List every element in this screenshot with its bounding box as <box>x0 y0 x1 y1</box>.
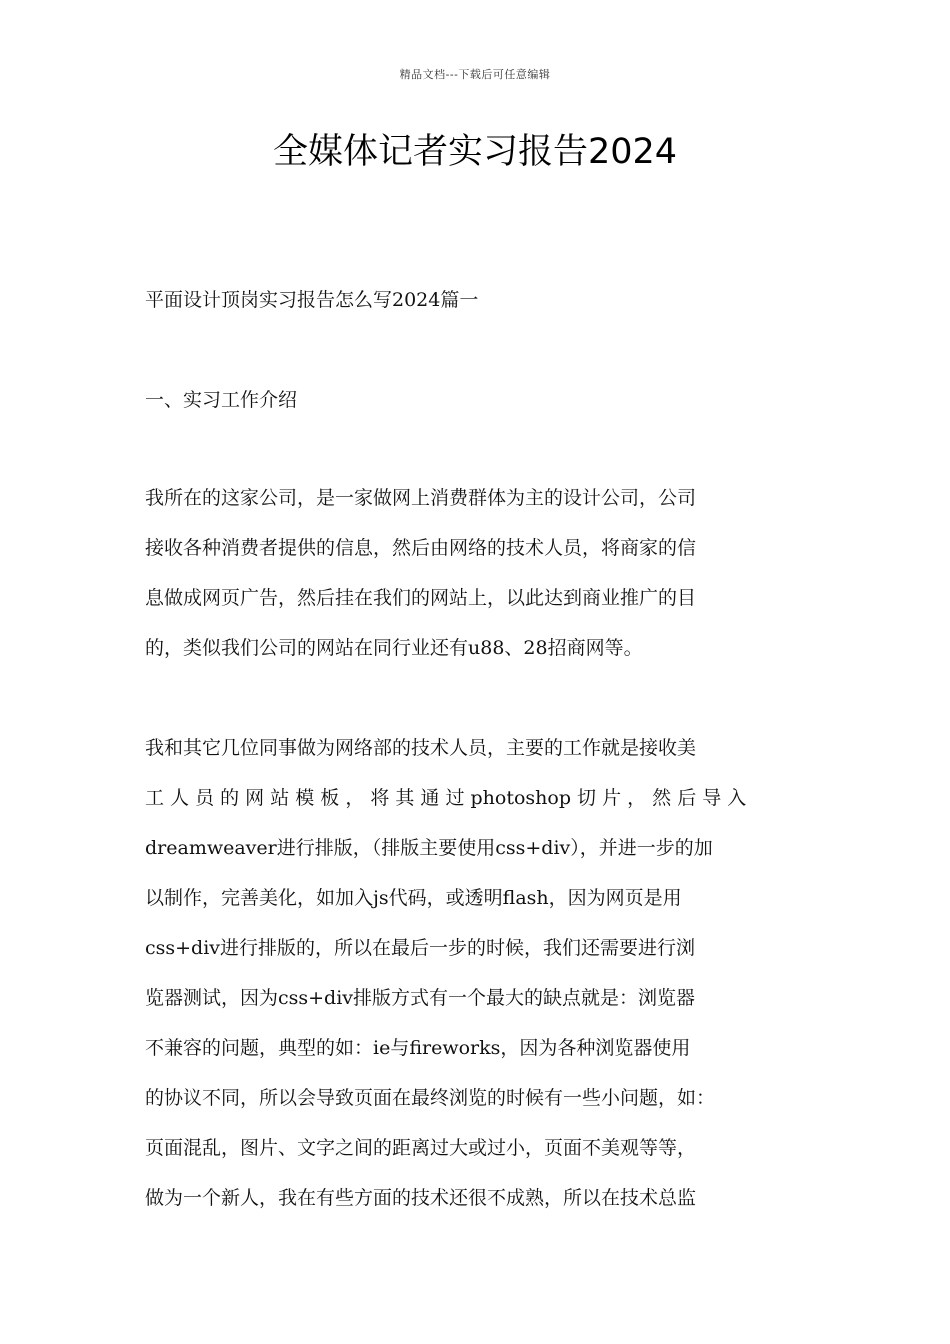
paragraph-line: 不兼容的问题，典型的如：ie与fireworks，因为各种浏览器使用 <box>145 1037 691 1059</box>
paragraph-line: 做为一个新人，我在有些方面的技术还很不成熟，所以在技术总监 <box>145 1187 697 1209</box>
paragraph-line: 以制作，完善美化，如加入js代码，或透明flash，因为网页是用 <box>145 887 682 909</box>
paragraph-line: 的协议不同，所以会导致页面在最终浏览的时候有一些小问题，如： <box>145 1087 716 1109</box>
paragraph-line: 接收各种消费者提供的信息，然后由网络的技术人员，将商家的信 <box>145 537 697 559</box>
paragraph-2 <box>145 723 807 1223</box>
paragraph-line: 览器测试，因为css+div排版方式有一个最大的缺点就是：浏览器 <box>145 987 696 1009</box>
subheading: 平面设计顶岗实习报告怎么写2024篇一 <box>145 289 479 311</box>
paragraph-line: 页面混乱，图片、文字之间的距离过大或过小，页面不美观等等， <box>145 1137 697 1159</box>
paragraph-line: 息做成网页广告，然后挂在我们的网站上，以此达到商业推广的目 <box>145 587 697 609</box>
paragraph-1 <box>145 473 807 673</box>
paragraph-line: 我和其它几位同事做为网络部的技术人员，主要的工作就是接收美 <box>145 737 697 759</box>
paragraph-line: 工 人 员 的 网 站 模 板 ， 将 其 通 过 photoshop 切 片 ， 然 后 导 入 <box>145 787 747 809</box>
section-heading: 一、实习工作介绍 <box>145 389 298 411</box>
paragraph-line: 我所在的这家公司，是一家做网上消费群体为主的设计公司，公司 <box>145 487 697 509</box>
document-title: 全媒体记者实习报告2024 <box>272 132 678 172</box>
paragraph-line: css+div进行排版的，所以在最后一步的时候，我们还需要进行浏 <box>145 937 696 959</box>
paragraph-line: 的，类似我们公司的网站在同行业还有u88、28招商网等。 <box>145 637 643 659</box>
header-note: 精品文档---下载后可任意编辑 <box>399 68 551 81</box>
paragraph-line: dreamweaver进行排版，（排版主要使用css+div），并进一步的加 <box>145 837 713 859</box>
